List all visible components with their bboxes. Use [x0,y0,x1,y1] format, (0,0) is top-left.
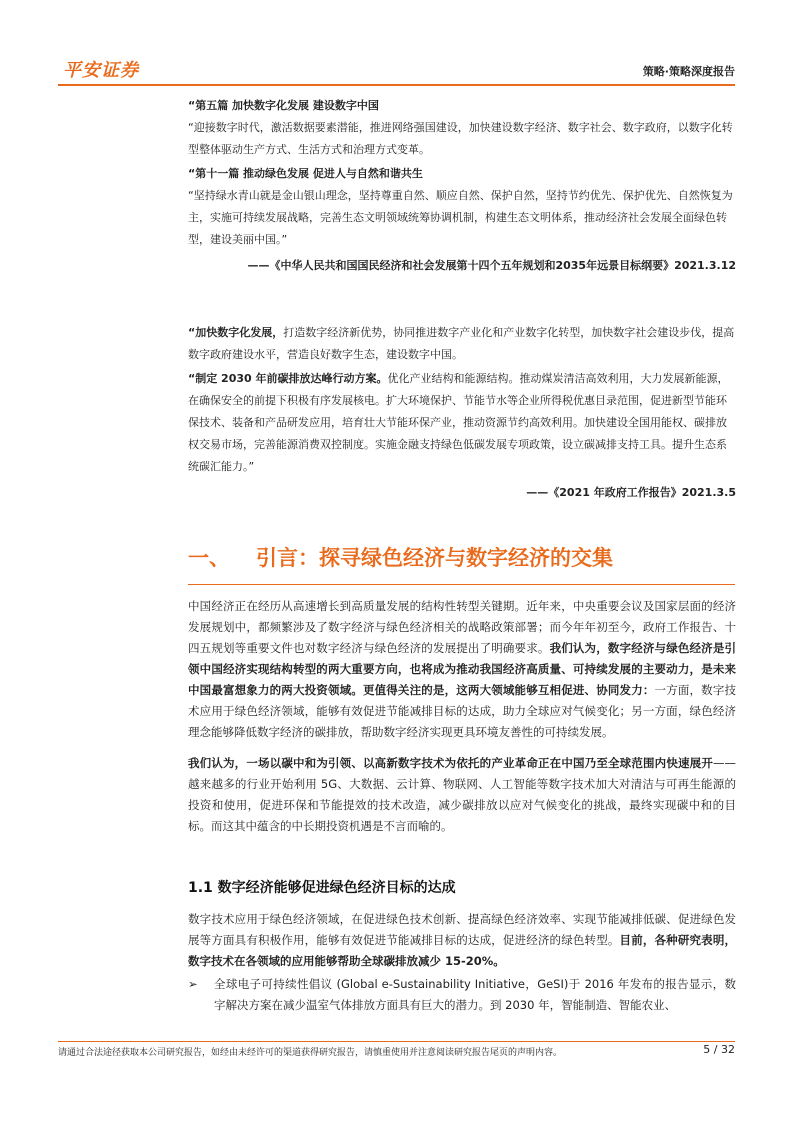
quote-text [188,368,736,478]
subsection-heading: 1.1 数字经济能够促进绿色经济目标的达成 [188,880,456,896]
paragraph-bold-text: 我们认为，数字经济与绿色经济是引领中国经济实现结构转型的两大重要方向，也将成为推动我国经济高质量、可持续发展的主要动力，是未来中国最富想象力的两大投资领域。更值得关注的是，这两大领域能够互相促进、协同发力： [188,641,737,697]
quote-body: 优化产业结构和能源结构。推动煤炭清洁高效利用，大力发展新能源，在确保安全的前提下积极有序发展核电。扩大环境保护、节能节水等企业所得税优惠目录范围，促进新型节能环保技术、装备和产品研发应用，培育壮大节能环保产业，推动资源节约高效利用。加快建设全国用能权、碳排放权交易市场，完善能源消费双控制度。实施金融支持绿色低碳发展专项政策，设立碳减排支持工具。提升生态系统碳汇能力。” [188,372,729,473]
policy-quotes-block-1 [188,95,736,277]
paragraph-text: 中国经济正在经历从高速增长到高质量发展的结构性转型关键期。近年来，中央重要会议及国家层面的经济发展规划中，都频繁涉及了数字经济与绿色经济相关的战略政策部署；而今年年初至今，政府工作报告、十四五规划等重要文件也对数字经济与绿色经济的发展提出了明确要求。 [188,599,736,655]
section-title: 引言：探寻绿色经济与数字经济的交集 [256,546,613,570]
section-number: 一、 [188,546,230,570]
quote-bold-lead: “制定 2030 年前碳排放达峰行动方案。 [188,372,388,385]
bullet-item [188,974,736,1016]
quote-heading: “第五篇 加快数字化发展 建设数字中国 [188,99,379,112]
footer-disclaimer: 请通过合法途径获取本公司研究报告，如经由未经许可的渠道获得研究报告，请慎重使用并注意阅读研究报告尾页的声明内容。 [58,1048,563,1058]
quote-body: 打造数字经济新优势，协同推进数字产业化和产业数字化转型，加快数字社会建设步伐，提高数字政府建设水平，营造良好数字生态，建设数字中国。 [188,326,735,361]
quote-source: ——《2021 年政府工作报告》2021.3.5 [526,486,736,499]
quote-heading: “第十一篇 推动绿色发展 促进人与自然和谐共生 [188,167,423,180]
section-heading [188,542,613,572]
quote-source: ——《中华人民共和国国民经济和社会发展第十四个五年规划和2035年远景目标纲要》2021.3.12 [247,259,736,272]
report-type-label: 策略·策略深度报告 [642,65,735,78]
footer-divider [58,1041,735,1042]
paragraph-text: 数字技术应用于绿色经济领域，在促进绿色技术创新、提高绿色经济效率、实现节能减排低碳、促进绿色发展等方面具有积极作用，能够有效促进节能减排目标的达成，促进经济的绿色转型。 [188,912,736,947]
paragraph-bold-text: 我们认为，一场以碳中和为引领、以高新数字技术为依托的产业革命正在中国乃至全球范围内快速展开 [188,756,713,770]
paragraph-bold-text: 目前，各种研究表明，数字技术在各领域的应用能够帮助全球碳排放减少 15-20%。 [188,933,736,968]
quote-bold-lead: “加快数字化发展， [188,326,284,339]
subsection-paragraph [188,909,736,972]
quote-text: “坚持绿水青山就是金山银山理念，坚持尊重自然、顺应自然、保护自然，坚持节约优先、保护优先、自然恢复为主，实施可持续发展战略，完善生态文明领域统筹协调机制，构建生态文明体系，推动经济社会发展全面绿色转型，建设美丽中国。” [188,189,733,246]
policy-quotes-block-2 [188,322,736,504]
paragraph [188,909,736,972]
quote-text: “迎接数字时代，激活数据要素潜能，推进网络强国建设，加快建设数字经济、数字社会、数字政府，以数字化转型整体驱动生产方式、生活方式和治理方式变革。 [188,121,733,156]
paragraph [188,753,736,837]
paragraph [188,596,736,743]
intro-paragraphs [188,596,736,837]
section-divider [188,584,735,585]
page-number: 5 / 32 [703,1043,735,1056]
arrow-bullet-icon: ➢ [188,977,198,991]
paragraph-text: 一方面，数字技术应用于绿色经济领域，能够有效促进节能减排目标的达成，助力全球应对气候变化；另一方面，绿色经济理念能够降低数字经济的碳排放，帮助数字经济实现更具环境友善性的可持续发展。 [188,683,737,739]
company-logo: 平安证券 [63,60,139,81]
header-divider [58,84,735,86]
paragraph-text: ——越来越多的行业开始利用 5G、大数据、云计算、物联网、人工智能等数字技术加大对清洁与可再生能源的投资和使用，促进环保和节能提效的技术改造，减少碳排放以应对气候变化的挑战，最终实现碳中和的目标。而这其中蕴含的中长期投资机遇是不言而喻的。 [188,756,736,833]
quote-text [188,322,736,366]
bullet-text: 全球电子可持续性倡议 (Global e-Sustainability Initiative，GeSI)于 2016 年发布的报告显示，数字解决方案在减少温室气体排放方面具有巨大的潜力。到 2030 年，智能制造、智能农业、 [214,977,736,1012]
